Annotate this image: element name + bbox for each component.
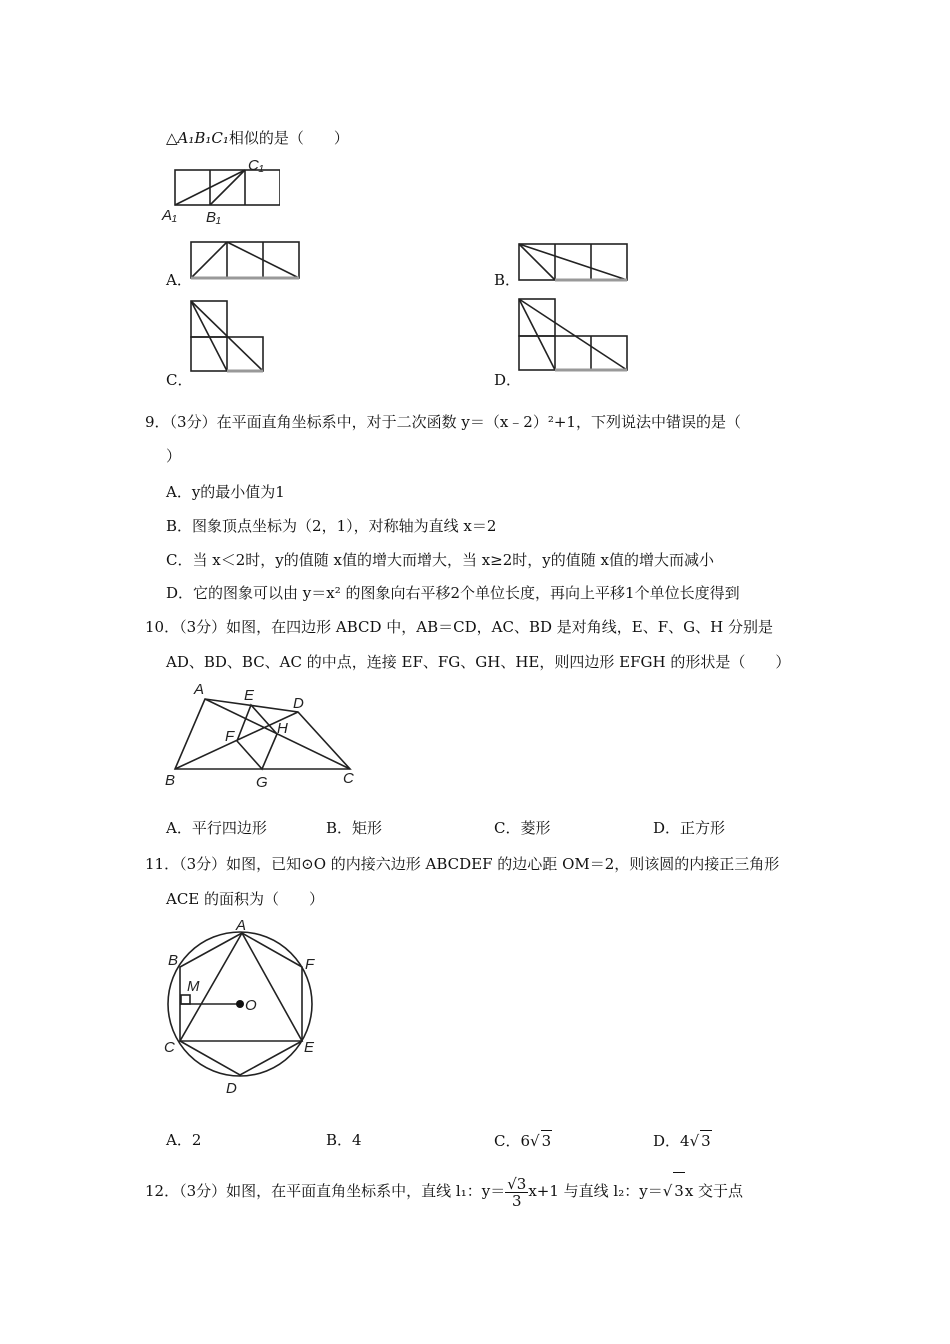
q11-option-b[interactable]: B．4 [326,1131,362,1149]
q10-label-e: E [244,687,255,704]
q10-number: 10． [145,618,180,636]
q10-stem-line2: AD、BD、BC、AC 的中点，连接 EF、FG、GH、HE，则四边形 EFGH 的形状是（ ） [166,653,791,671]
q11-option-c[interactable] [494,1130,552,1151]
q11-label-c: C [164,1039,175,1056]
q11-option-d-radical: √ 3 [689,1132,711,1150]
q10-option-a[interactable]: A．平行四边形 [166,819,267,837]
q12-stem [145,1172,743,1209]
q11-stem-text: （3分）如图，已知⊙O 的内接六边形 ABCDEF 的边心距 OM＝2，则该圆的内接正三角形 [179,855,780,873]
q10-label-a: A [194,681,205,698]
q10-option-d[interactable]: D．正方形 [653,819,726,837]
q10-option-c[interactable]: C．菱形 [494,819,551,837]
q10-label-g: G [256,774,268,790]
q11-option-c-radical: √ 3 [530,1132,552,1150]
q10-label-f: F [225,728,235,745]
q8-option-b-figure [518,243,630,283]
q10-stem-line1 [145,617,773,637]
q12-fraction-numerator: √3 [507,1174,527,1193]
q11-stem-line2: ACE 的面积为（ ） [166,890,325,908]
q8-option-d-figure [518,298,630,374]
q9-option-c[interactable]: C．当 x＜2时，y的值随 x值的增大而增大，当 x≥2时，y的值随 x值的增大而减小 [166,551,714,569]
q12-number: 12． [145,1182,180,1200]
q9-option-b[interactable]: B．图象顶点坐标为（2，1），对称轴为直线 x＝2 [166,517,497,535]
q11-option-a[interactable]: A．2 [166,1131,202,1149]
q8-label-b1: B₁ [206,209,221,226]
q8-label-a1: A₁ [162,207,177,224]
q8-stem-tail: 相似的是（ ） [228,129,349,147]
q9-option-d[interactable]: D．它的图象可以由 y＝x² 的图象向右平移2个单位长度，再向上平移1个单位长度得到 [166,584,740,602]
q9-option-a[interactable]: A．y的最小值为1 [166,483,285,501]
q8-reference-figure [160,158,280,228]
q9-stem [145,412,741,432]
q11-option-d[interactable] [653,1130,712,1151]
q10-label-h: H [277,720,288,737]
q8-stem [166,128,349,148]
q11-label-o: O [245,997,257,1014]
q10-label-b: B [165,772,176,789]
q10-stem-text: （3分）如图，在四边形 ABCD 中，AB＝CD，AC、BD 是对角线，E、F、G、H 分别是 [179,618,773,636]
q11-label-b: B [168,952,179,969]
q10-quadrilateral-figure [160,680,360,790]
q11-stem-line1 [145,854,779,874]
q10-label-c: C [343,770,354,787]
q12-radical: √ 3 [663,1182,685,1200]
q11-label-f: F [305,956,315,973]
q11-number: 11． [145,855,180,873]
q12-part2: x+1 与直线 l₂：y＝ [528,1182,663,1200]
q8-option-b[interactable]: B． [494,271,521,289]
q11-label-e: E [304,1039,315,1056]
q10-option-b[interactable]: B．矩形 [326,819,383,837]
q10-label-d: D [293,695,304,712]
q8-option-a[interactable]: A． [166,271,192,289]
q8-option-c-figure [190,300,266,374]
q11-circle-hexagon-figure [160,915,330,1100]
q8-option-c[interactable]: C． [166,371,193,389]
q8-option-a-figure [190,241,302,283]
q12-fraction [505,1176,528,1209]
q11-center-point [236,1000,244,1008]
q11-label-a: A [236,917,247,934]
q12-fraction-denominator: 3 [511,1191,522,1210]
q9-stem-end: ） [166,447,182,465]
q8-option-d[interactable]: D． [494,371,522,389]
q12-part3: x 交于点 [684,1182,744,1200]
q12-part1: （3分）如图，在平面直角坐标系中，直线 l₁：y＝ [179,1182,506,1200]
q11-label-m: M [187,978,200,995]
q11-option-d-prefix: D．4 [653,1132,690,1150]
q11-label-d: D [226,1080,237,1097]
q8-label-c1: C₁ [248,158,264,174]
q8-triangle-name: △A₁B₁C₁ [166,129,229,147]
q11-option-c-prefix: C．6 [494,1132,531,1150]
q9-number: 9． [145,413,170,431]
q9-stem-text: （3分）在平面直角坐标系中，对于二次函数 y＝（x﹣2）²+1，下列说法中错误的是（ [169,413,741,431]
